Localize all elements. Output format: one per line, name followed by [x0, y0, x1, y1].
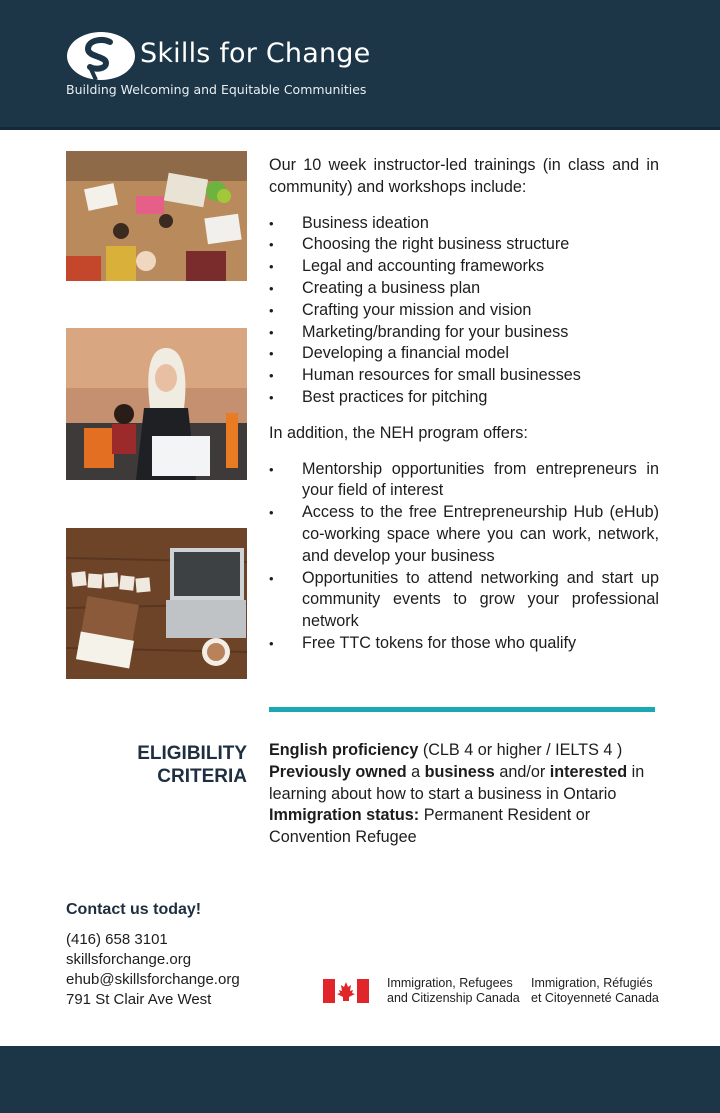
- list-item: • Crafting your mission and vision: [269, 300, 659, 322]
- brand-name: Skills for Change: [140, 38, 371, 69]
- contact-address: 791 St Clair Ave West: [66, 991, 212, 1008]
- english-label: English proficiency: [269, 741, 419, 759]
- dream-desk-photo: [66, 528, 247, 679]
- contact-title: Contact us today!: [66, 901, 202, 918]
- section-divider: [269, 707, 655, 712]
- offers-list: [269, 459, 659, 655]
- eligibility-heading: [110, 742, 247, 788]
- prev-text-rest: in learning about how to start a business in Ontario: [269, 762, 645, 803]
- workshop-table-photo: [66, 151, 247, 281]
- canada-flag-icon: [323, 979, 369, 1003]
- list-item: • Best practices for pitching: [269, 387, 659, 409]
- contact-block: [66, 900, 240, 1010]
- immigration-value: Permanent Resident or Convention Refugee: [269, 806, 591, 847]
- department-en-line1: Immigration, Refugees: [387, 976, 513, 990]
- header-banner: [0, 0, 720, 130]
- prev-text-a: a: [406, 762, 425, 781]
- immigration-label: Immigration status:: [269, 806, 420, 825]
- business-criterion: [269, 762, 664, 806]
- list-item: • Business ideation: [269, 213, 659, 235]
- list-item: • Access to the free Entrepreneurship Hub (eHub) co-working space where you can work, network, and develop your business: [269, 502, 659, 567]
- skills-for-change-logo-icon: [66, 30, 136, 82]
- list-item: • Creating a business plan: [269, 278, 659, 300]
- contact-phone[interactable]: (416) 658 3101: [66, 931, 168, 948]
- interested-label: interested: [549, 762, 628, 781]
- offers-intro: In addition, the NEH program offers:: [269, 423, 528, 442]
- header-divider: [0, 127, 720, 130]
- english-criterion: [269, 740, 664, 762]
- list-item: • Legal and accounting frameworks: [269, 256, 659, 278]
- footer-banner: [0, 1046, 720, 1113]
- trainings-list: [269, 213, 659, 409]
- trainings-intro: Our 10 week instructor-led trainings (in class and in community) and workshops include:: [269, 156, 659, 196]
- list-item: • Choosing the right business structure: [269, 234, 659, 256]
- department-name-french: [531, 976, 659, 1006]
- department-fr-line1: Immigration, Réfugiés: [531, 976, 653, 990]
- department-en-line2: and Citizenship Canada: [387, 991, 520, 1005]
- contact-website[interactable]: skillsforchange.org: [66, 951, 192, 968]
- business-label: business: [424, 762, 495, 781]
- department-fr-line2: et Citoyenneté Canada: [531, 991, 659, 1005]
- list-item: • Opportunities to attend networking and start up community events to grow your professional network: [269, 568, 659, 633]
- prev-text-andor: and/or: [494, 762, 550, 781]
- prev-owned-label: Previously owned: [269, 762, 407, 781]
- eligibility-criteria: [269, 740, 664, 849]
- woman-laptop-photo: [66, 328, 247, 480]
- immigration-criterion: [269, 805, 664, 849]
- english-value: (CLB 4 or higher / IELTS 4 ): [418, 741, 623, 759]
- program-description: [269, 155, 659, 669]
- list-item: • Human resources for small businesses: [269, 365, 659, 387]
- list-item: • Marketing/branding for your business: [269, 322, 659, 344]
- list-item: • Developing a financial model: [269, 343, 659, 365]
- list-item: • Mentorship opportunities from entrepreneurs in your field of interest: [269, 459, 659, 503]
- list-item: • Free TTC tokens for those who qualify: [269, 633, 659, 655]
- contact-email[interactable]: ehub@skillsforchange.org: [66, 971, 240, 988]
- department-name-english: [387, 976, 520, 1006]
- eligibility-heading-line2: CRITERIA: [157, 766, 247, 787]
- eligibility-heading-line1: ELIGIBILITY: [137, 743, 247, 764]
- brand-tagline: Building Welcoming and Equitable Communities: [66, 82, 367, 97]
